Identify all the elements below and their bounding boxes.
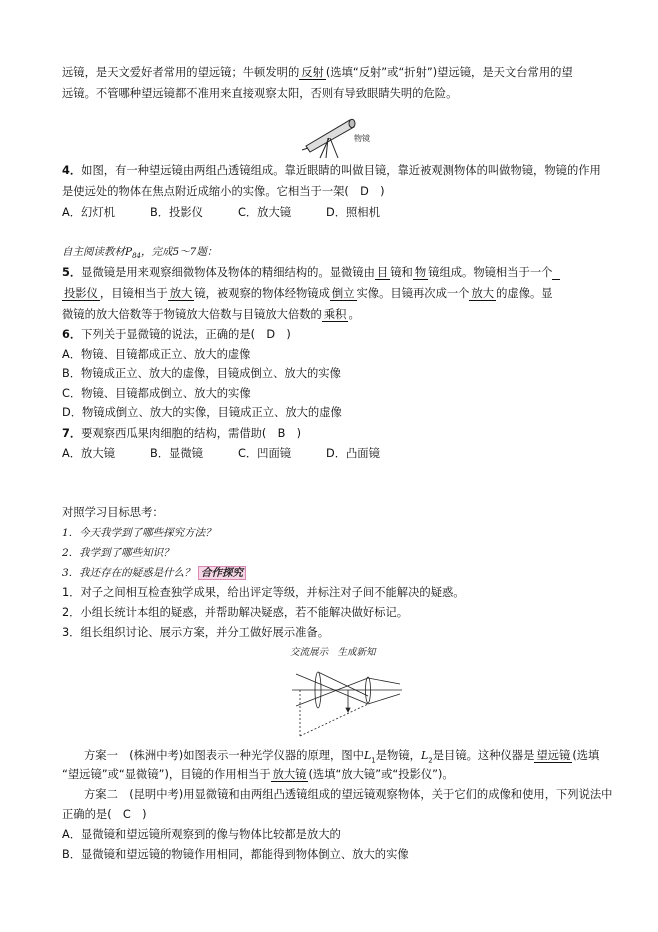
q6-option-c: C．物镜、目镜都成倒立、放大的实像 <box>62 387 251 400</box>
q7-option-a: A．放大镜 <box>62 447 115 460</box>
optical-instrument-diagram <box>288 664 406 740</box>
q7-number: 7． <box>62 427 82 440</box>
plan2-option-b: B．显微镜和望远镜的物镜作用相同，都能得到物体倒立、放大的实像 <box>62 848 409 861</box>
objective-lens-label: 物镜 <box>354 134 370 143</box>
plan2-line-2: 正确的是( C ) <box>62 808 147 821</box>
q6-option-a: A．物镜、目镜都成正立、放大的虚像 <box>62 348 251 361</box>
plan1-text: 方案一 (株洲中考)如图表示一种光学仪器的原理，图中 <box>84 749 364 762</box>
q5-answer-product: 乘积 <box>323 308 347 321</box>
exchange-heading: 交流展示 生成新知 <box>290 647 376 658</box>
plan1-text: 是物镜， <box>375 749 421 762</box>
plan1-text: (选填 <box>572 749 600 762</box>
reflect-item-3: 3．我还存在的疑惑是什么？ <box>62 567 195 579</box>
reflect-item-3-line <box>62 566 246 580</box>
q6-number: 6． <box>62 328 82 341</box>
q5-text: 显微镜是用来观察细微物体及物体的精细结构的。显微镜由 <box>81 266 375 279</box>
telescope-figure <box>298 108 378 160</box>
q5-line-3 <box>62 308 360 322</box>
q5-line-2 <box>62 287 553 301</box>
lens-l1: L <box>363 749 372 762</box>
q3-answer-reflect: 反射 <box>301 66 324 79</box>
q4-options <box>62 206 380 220</box>
q4-option-d: D．照相机 <box>326 206 380 219</box>
q3-text: 远镜，是天文爱好者常用的望远镜；牛顿发明的 <box>62 66 300 79</box>
reflect-item-1: 1．今天我学到了哪些探究方法？ <box>62 527 216 539</box>
q4-line-1 <box>62 164 601 178</box>
q7-stem: 要观察西瓜果肉细胞的结构，需借助( B ) <box>81 427 302 440</box>
q7-option-d: D．凸面镜 <box>326 447 380 460</box>
plan2-line-1: 方案二 (昆明中考)用显微镜和由两组凸透镜组成的望远镜观察物体，关于它们的成像和使用，下列说法中 <box>84 788 613 801</box>
q5-text: 镜组成。物镜相当于一个 <box>428 266 553 279</box>
q4-line-2: 是使远处的物体在焦点附近成缩小的实像。它相当于一架( D ) <box>62 185 385 198</box>
q4-option-b: B．投影仪 <box>150 206 203 219</box>
plan1-text: (选填“放大镜”或“投影仪”)。 <box>308 768 454 781</box>
q5-answer-magnify: 放大 <box>169 287 193 300</box>
q4-stem: 如图，有一种望远镜由两组凸透镜组成。靠近眼睛的叫做目镜，靠近被观测物体的叫做物镜，物镜的作用 <box>81 164 601 177</box>
plan1-text: 是目镜。这种仪器是 <box>432 749 535 762</box>
reading-page-number: 84 <box>132 252 141 261</box>
plan1-answer-magnifier: 放大镜 <box>272 768 307 781</box>
q5-line-1 <box>62 266 560 280</box>
q5-answer-enlarged: 放大 <box>471 287 495 300</box>
q5-text: ，目镜相当于 <box>99 287 168 300</box>
q3-text: (选填“反射”或“折射”)望远镜，是天文台常用的望 <box>325 66 573 79</box>
q5-text: 的虚像。显 <box>496 287 553 300</box>
plan1-text: “望远镜”或“显微镜”)，目镜的作用相当于 <box>62 768 271 781</box>
reading-instruction <box>62 245 217 263</box>
lens-l2-sub: 2 <box>428 756 433 765</box>
q5-text: 实像。目镜再次成一个 <box>356 287 470 300</box>
q3-line-1 <box>62 66 573 80</box>
q4-option-a: A．幻灯机 <box>62 206 115 219</box>
lens-l1-sub: 1 <box>371 756 376 765</box>
plan1-line-1 <box>84 749 599 767</box>
coop-item-2: 2．小组长统计本组的疑惑，并帮助解决疑惑，若不能解决做好标记。 <box>62 606 409 619</box>
q7-option-b: B．显微镜 <box>150 447 203 460</box>
q7-stem-line <box>62 427 301 441</box>
q5-text: 镜和 <box>390 266 413 279</box>
q5-number: 5． <box>62 266 82 279</box>
q6-stem: 下列关于显微镜的说法，正确的是( D ) <box>81 328 291 341</box>
coop-item-1: 1．对子之间相互检查独学成果，给出评定等级，并标注对子间不能解决的疑惑。 <box>62 586 465 599</box>
q6-option-b: B．物镜成正立、放大的虚像，目镜成倒立、放大的实像 <box>62 367 341 380</box>
q6-option-d: D．物镜成倒立、放大的实像，目镜成正立、放大的虚像 <box>62 406 342 419</box>
q6-stem-line <box>62 328 291 342</box>
coop-item-3: 3．组长组织讨论、展示方案，并分工做好展示准备。 <box>62 626 330 639</box>
q5-blank-tail <box>552 266 560 280</box>
q7-option-c: C．凹面镜 <box>238 447 292 460</box>
q4-number: 4． <box>62 164 82 177</box>
plan2-option-a: A．显微镜和望远镜所观察到的像与物体比较都是放大的 <box>62 828 341 841</box>
q5-text: 。 <box>348 308 360 321</box>
q5-text: 镜，被观察的物体经物镜成 <box>194 287 330 300</box>
lens-l2: L <box>420 749 429 762</box>
q5-answer-inverted: 倒立 <box>331 287 355 300</box>
q5-answer-projector: 投影仪 <box>64 287 98 300</box>
q3-line-2: 远镜。不管哪种望远镜都不准用来直接观察太阳，否则有导致眼睛失明的危险。 <box>62 87 458 100</box>
reading-text: ，完成5～7题： <box>141 246 218 258</box>
plan1-line-2 <box>62 768 454 782</box>
reading-text: 自主阅读教材P <box>62 246 133 258</box>
reflect-title: 对照学习目标思考： <box>62 506 164 519</box>
plan1-answer-telescope: 望远镜 <box>536 749 571 762</box>
q5-answer-eyepiece: 目 <box>376 266 389 279</box>
q4-option-c: C．放大镜 <box>238 206 292 219</box>
q5-text: 微镜的放大倍数等于物镜放大倍数与目镜放大倍数的 <box>62 308 322 321</box>
cooperative-inquiry-badge: 合作探究 <box>198 566 246 580</box>
q7-options <box>62 447 380 461</box>
reflect-item-2: 2．我学到了哪些知识？ <box>62 547 174 559</box>
q5-answer-objective: 物 <box>414 266 427 279</box>
